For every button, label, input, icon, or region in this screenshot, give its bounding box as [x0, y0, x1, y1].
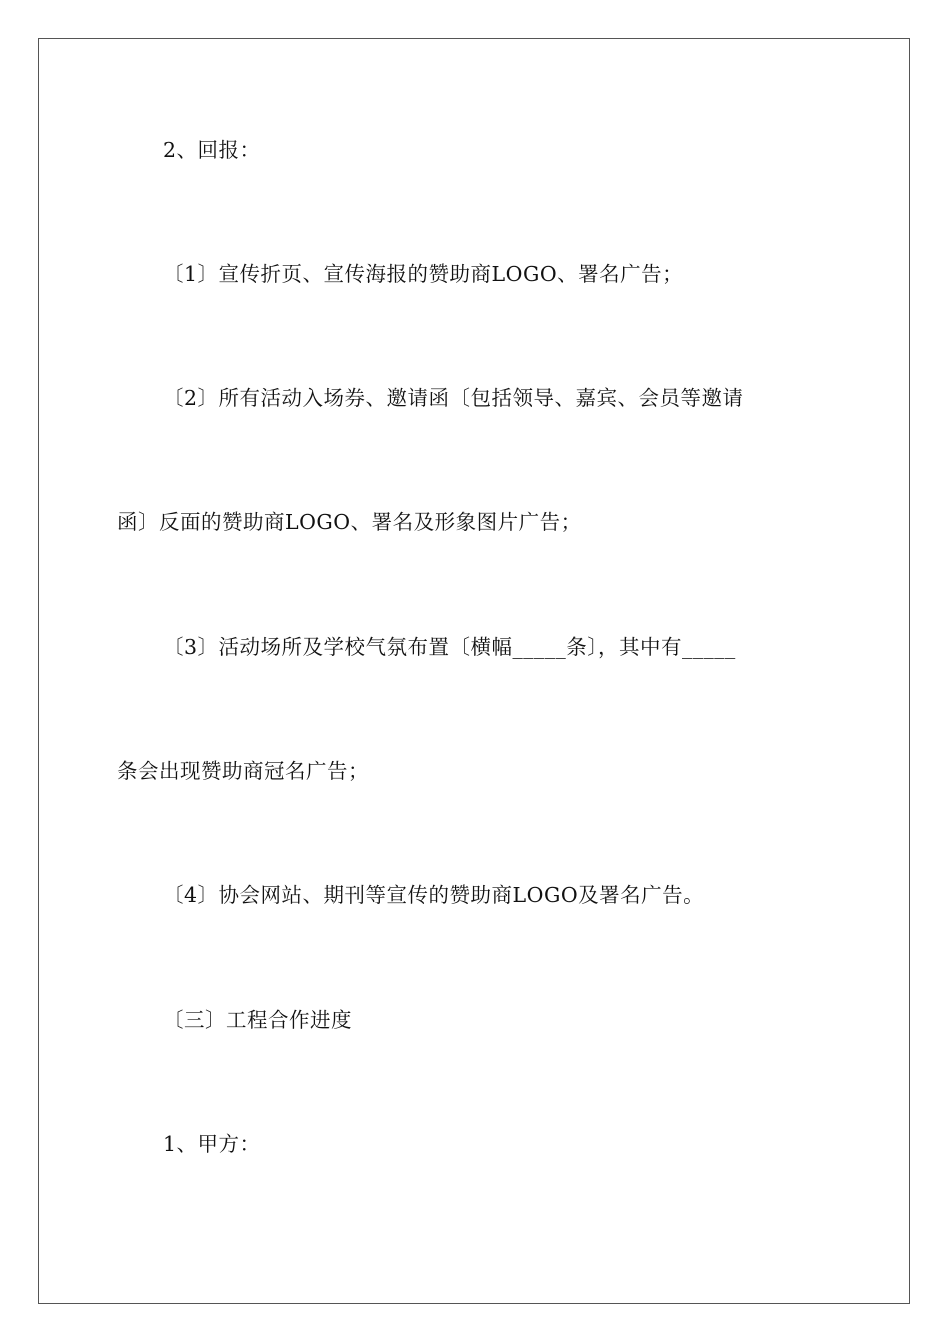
paragraph-item-4: 〔4〕协会网站、期刊等宣传的赞助商LOGO及署名广告。 [163, 883, 705, 907]
page-border [38, 38, 910, 1304]
paragraph-item-1: 〔1〕宣传折页、宣传海报的赞助商LOGO、署名广告； [163, 262, 684, 286]
paragraph-item-3-line-2: 条会出现赞助商冠名广告； [117, 759, 369, 783]
section-heading-return: 2、回报： [163, 138, 261, 162]
paragraph-item-3-line-1: 〔3〕活动场所及学校气氛布置〔横幅_____条〕，其中有_____ [163, 635, 736, 659]
section-heading-progress: 〔三〕工程合作进度 [163, 1008, 352, 1032]
paragraph-item-2-line-1: 〔2〕所有活动入场券、邀请函〔包括领导、嘉宾、会员等邀请 [163, 386, 744, 410]
section-heading-party-a: 1、甲方： [163, 1132, 261, 1156]
paragraph-item-2-line-2: 函〕反面的赞助商LOGO、署名及形象图片广告； [117, 510, 582, 534]
